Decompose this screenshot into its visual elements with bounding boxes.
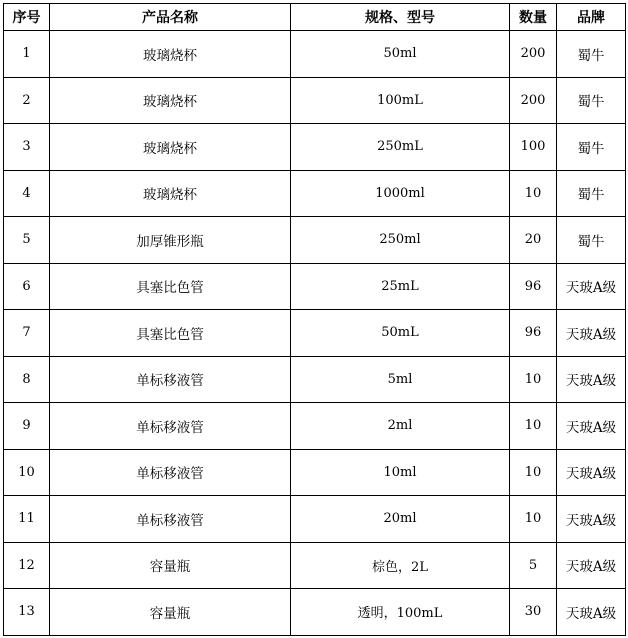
cell-brand: 天玻A级 <box>557 310 626 357</box>
cell-brand: 天玻A级 <box>557 542 626 589</box>
cell-product-name: 玻璃烧杯 <box>50 124 291 171</box>
table-row <box>4 124 626 171</box>
cell-quantity: 100 <box>510 124 557 171</box>
cell-brand: 天玻A级 <box>557 449 626 496</box>
cell-product-name: 玻璃烧杯 <box>50 170 291 217</box>
cell-quantity: 5 <box>510 542 557 589</box>
cell-brand: 蜀牛 <box>557 31 626 78</box>
cell-quantity: 10 <box>510 170 557 217</box>
cell-quantity: 200 <box>510 77 557 124</box>
table-row <box>4 589 626 636</box>
cell-serial-no: 7 <box>4 310 50 357</box>
cell-product-name: 单标移液管 <box>50 496 291 543</box>
cell-product-name: 玻璃烧杯 <box>50 77 291 124</box>
table-row <box>4 263 626 310</box>
header-quantity: 数量 <box>510 4 557 31</box>
table-row <box>4 542 626 589</box>
cell-quantity: 10 <box>510 356 557 403</box>
cell-spec-model: 5ml <box>291 356 510 403</box>
table-row <box>4 31 626 78</box>
cell-serial-no: 11 <box>4 496 50 543</box>
table-row <box>4 356 626 403</box>
table-row <box>4 77 626 124</box>
cell-brand: 蜀牛 <box>557 124 626 171</box>
cell-quantity: 20 <box>510 217 557 264</box>
cell-serial-no: 9 <box>4 403 50 450</box>
header-brand: 品牌 <box>557 4 626 31</box>
cell-spec-model: 透明，100mL <box>291 589 510 636</box>
cell-product-name: 具塞比色管 <box>50 310 291 357</box>
table-row <box>4 449 626 496</box>
table-row <box>4 217 626 264</box>
cell-product-name: 单标移液管 <box>50 449 291 496</box>
cell-spec-model: 25mL <box>291 263 510 310</box>
table-row <box>4 496 626 543</box>
cell-quantity: 200 <box>510 31 557 78</box>
table-row <box>4 403 626 450</box>
cell-spec-model: 250ml <box>291 217 510 264</box>
cell-brand: 天玻A级 <box>557 496 626 543</box>
cell-product-name: 单标移液管 <box>50 403 291 450</box>
cell-serial-no: 8 <box>4 356 50 403</box>
cell-spec-model: 250mL <box>291 124 510 171</box>
cell-serial-no: 3 <box>4 124 50 171</box>
cell-serial-no: 6 <box>4 263 50 310</box>
table-row <box>4 170 626 217</box>
cell-quantity: 10 <box>510 496 557 543</box>
cell-product-name: 玻璃烧杯 <box>50 31 291 78</box>
cell-product-name: 容量瓶 <box>50 542 291 589</box>
table-body <box>4 31 626 636</box>
table-header <box>4 4 626 31</box>
cell-quantity: 96 <box>510 310 557 357</box>
cell-quantity: 10 <box>510 449 557 496</box>
cell-spec-model: 棕色，2L <box>291 542 510 589</box>
cell-brand: 蜀牛 <box>557 217 626 264</box>
cell-product-name: 具塞比色管 <box>50 263 291 310</box>
table-row <box>4 310 626 357</box>
cell-serial-no: 5 <box>4 217 50 264</box>
cell-spec-model: 2ml <box>291 403 510 450</box>
cell-brand: 天玻A级 <box>557 263 626 310</box>
cell-spec-model: 20ml <box>291 496 510 543</box>
product-table <box>3 3 626 636</box>
header-spec-model: 规格、型号 <box>291 4 510 31</box>
cell-brand: 蜀牛 <box>557 170 626 217</box>
cell-brand: 天玻A级 <box>557 403 626 450</box>
cell-spec-model: 50ml <box>291 31 510 78</box>
cell-brand: 蜀牛 <box>557 77 626 124</box>
cell-product-name: 单标移液管 <box>50 356 291 403</box>
cell-quantity: 10 <box>510 403 557 450</box>
cell-spec-model: 1000ml <box>291 170 510 217</box>
header-serial-no: 序号 <box>4 4 50 31</box>
cell-serial-no: 10 <box>4 449 50 496</box>
cell-serial-no: 2 <box>4 77 50 124</box>
cell-spec-model: 10ml <box>291 449 510 496</box>
cell-serial-no: 4 <box>4 170 50 217</box>
cell-spec-model: 100mL <box>291 77 510 124</box>
header-row <box>4 4 626 31</box>
cell-serial-no: 13 <box>4 589 50 636</box>
cell-quantity: 30 <box>510 589 557 636</box>
cell-product-name: 加厚锥形瓶 <box>50 217 291 264</box>
cell-brand: 天玻A级 <box>557 589 626 636</box>
cell-product-name: 容量瓶 <box>50 589 291 636</box>
cell-serial-no: 12 <box>4 542 50 589</box>
cell-quantity: 96 <box>510 263 557 310</box>
cell-spec-model: 50mL <box>291 310 510 357</box>
cell-serial-no: 1 <box>4 31 50 78</box>
cell-brand: 天玻A级 <box>557 356 626 403</box>
header-product-name: 产品名称 <box>50 4 291 31</box>
